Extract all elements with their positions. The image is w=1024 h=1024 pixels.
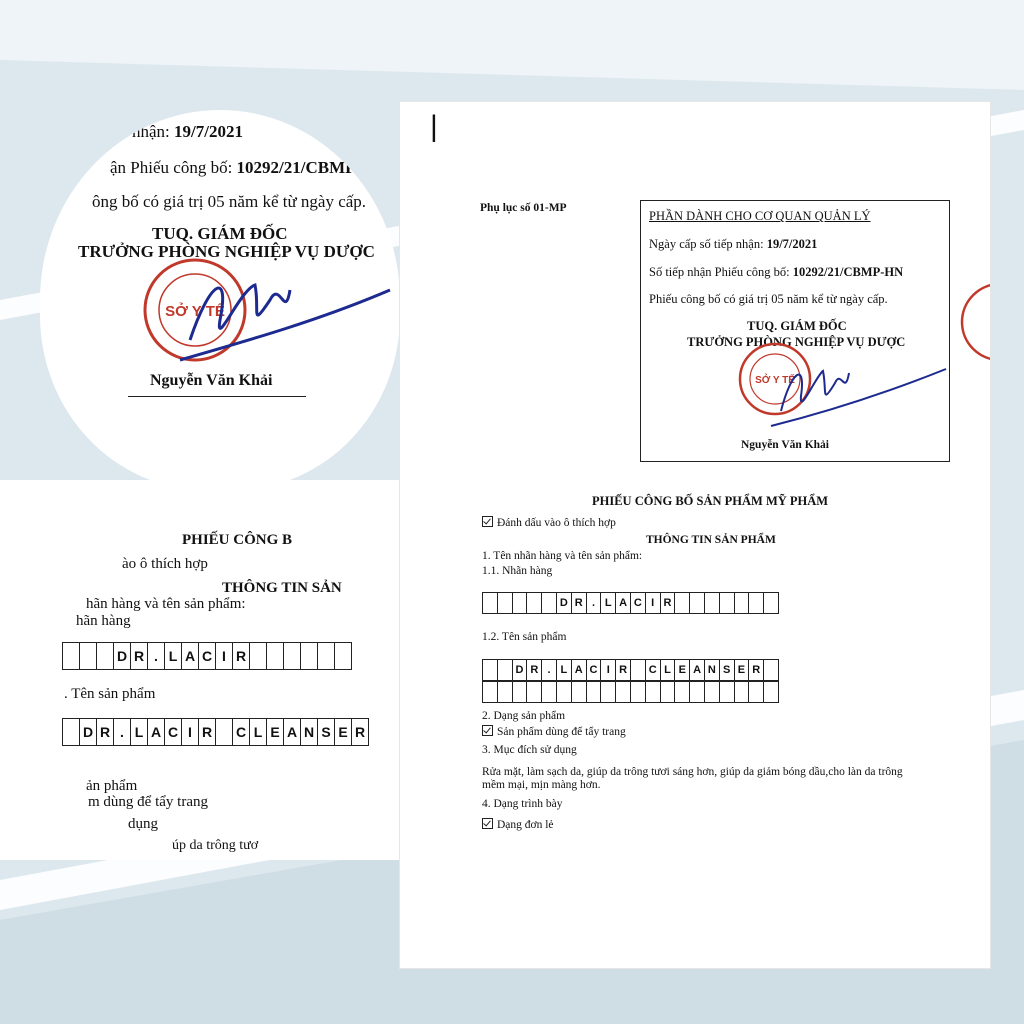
tick-note-checkbox[interactable]	[482, 516, 493, 527]
letter-cell	[267, 642, 284, 670]
zoom-signer: Nguyễn Văn Khải	[150, 372, 273, 389]
letter-cell	[483, 592, 498, 614]
letter-cell	[527, 592, 542, 614]
letter-cell	[483, 681, 498, 703]
presentation-checkbox[interactable]	[482, 818, 493, 829]
product-letter-grid-row2	[482, 681, 779, 703]
letter-cell	[498, 681, 513, 703]
brand-label-fragment: hãn hàng	[76, 613, 131, 629]
zoom-date-value: 19/7/2021	[174, 122, 243, 141]
letter-cell: R	[199, 718, 216, 746]
letter-cell: .	[587, 592, 602, 614]
mgmt-date-value: 19/7/2021	[766, 237, 818, 251]
letter-cell: N	[705, 659, 720, 681]
product-letter-grid	[62, 718, 369, 746]
letter-cell	[675, 592, 690, 614]
letter-cell	[63, 642, 80, 670]
product-type-checkbox[interactable]	[482, 725, 493, 736]
letter-cell: R	[233, 642, 250, 670]
letter-cell	[735, 592, 750, 614]
question-4-item	[482, 818, 554, 831]
letter-cell: E	[675, 659, 690, 681]
letter-cell	[749, 681, 764, 703]
question-3: 3. Mục đích sử dụng	[482, 744, 577, 756]
letter-cell: I	[646, 592, 661, 614]
letter-cell	[301, 642, 318, 670]
letter-cell: S	[720, 659, 735, 681]
letter-cell	[483, 659, 498, 681]
letter-cell: A	[690, 659, 705, 681]
letter-cell	[527, 681, 542, 703]
partial-stamp-icon	[960, 272, 990, 372]
letter-cell: E	[267, 718, 284, 746]
letter-cell: R	[97, 718, 114, 746]
mgmt-director-line1: TUQ. GIÁM ĐỐC	[747, 319, 847, 333]
zoom-signature-icon	[160, 260, 400, 370]
letter-cell: D	[80, 718, 97, 746]
letter-cell	[97, 642, 114, 670]
purpose-text-line1: Rửa mặt, làm sạch da, giúp da trông tươi sáng hơn, giúp da giảm bóng dầu,cho làn da trông	[482, 766, 903, 778]
letter-cell: L	[557, 659, 572, 681]
letter-cell: C	[631, 592, 646, 614]
letter-cell: L	[661, 659, 676, 681]
zoom-director-line2: TRƯỞNG PHÒNG NGHIỆP VỤ DƯỢC	[78, 242, 375, 261]
letter-cell: A	[148, 718, 165, 746]
letter-cell: N	[301, 718, 318, 746]
letter-cell: R	[131, 642, 148, 670]
letter-cell	[318, 642, 335, 670]
letter-cell: R	[527, 659, 542, 681]
purpose-fragment: dụng	[128, 816, 158, 832]
stamp-center-text: SỞ Y TẾ	[755, 375, 795, 386]
letter-cell: C	[199, 642, 216, 670]
mgmt-signer: Nguyễn Văn Khải	[741, 439, 829, 451]
mgmt-title: PHẦN DÀNH CHO CƠ QUAN QUẢN LÝ	[649, 209, 871, 223]
management-box	[640, 200, 950, 462]
letter-cell: R	[661, 592, 676, 614]
zoom-director-line1: TUQ. GIÁM ĐỐC	[152, 224, 288, 243]
letter-cell	[764, 681, 779, 703]
letter-cell: A	[284, 718, 301, 746]
letter-cell	[646, 681, 661, 703]
letter-cell	[63, 718, 80, 746]
letter-cell: I	[182, 718, 199, 746]
type-item-fragment: m dùng để tẩy trang	[88, 794, 208, 810]
letter-cell	[690, 592, 705, 614]
question-4-item-text: Dạng đơn lẻ	[497, 819, 554, 831]
letter-cell	[498, 592, 513, 614]
letter-cell	[749, 592, 764, 614]
letter-cell: .	[114, 718, 131, 746]
bottom-fragment: úp da trông tươ	[172, 838, 259, 853]
section-title: THÔNG TIN SẢN PHẨM	[646, 534, 776, 546]
letter-cell	[80, 642, 97, 670]
magnified-form-fragment	[0, 480, 400, 860]
brand-letter-grid	[482, 592, 779, 614]
letter-cell	[764, 592, 779, 614]
letter-cell: S	[318, 718, 335, 746]
letter-cell: C	[165, 718, 182, 746]
letter-cell	[764, 659, 779, 681]
question-1: 1. Tên nhãn hàng và tên sản phẩm:	[482, 550, 643, 562]
zoom-date-label: nhận:	[132, 122, 175, 141]
brand-question-fragment: hãn hàng và tên sản phẩm:	[86, 596, 246, 612]
letter-cell	[631, 659, 646, 681]
letter-cell: I	[216, 642, 233, 670]
letter-cell: .	[542, 659, 557, 681]
mgmt-validity: Phiếu công bố có giá trị 05 năm kể từ ngày cấp.	[649, 292, 888, 306]
letter-cell: D	[114, 642, 131, 670]
letter-cell	[690, 681, 705, 703]
letter-cell: L	[131, 718, 148, 746]
letter-cell: R	[616, 659, 631, 681]
letter-cell	[513, 592, 528, 614]
letter-cell	[557, 681, 572, 703]
letter-cell: C	[233, 718, 250, 746]
tick-note-text: Đánh dấu vào ô thích hợp	[497, 517, 616, 529]
letter-cell	[498, 659, 513, 681]
mgmt-receipt-value: 10292/21/CBMP-HN	[792, 265, 904, 279]
letter-cell: E	[735, 659, 750, 681]
zoom-signature-rule	[128, 396, 306, 397]
letter-cell	[720, 592, 735, 614]
letter-cell	[513, 681, 528, 703]
form-title: PHIẾU CÔNG BỐ SẢN PHẨM MỸ PHẨM	[592, 494, 829, 508]
letter-cell	[616, 681, 631, 703]
letter-cell: I	[601, 659, 616, 681]
purpose-text-line2: mềm mại, mịn màng hơn.	[482, 779, 601, 791]
zoom-validity: ông bố có giá trị 05 năm kể từ ngày cấp.	[92, 192, 367, 211]
letter-cell	[250, 642, 267, 670]
question-4: 4. Dạng trình bày	[482, 798, 563, 810]
zoom-receipt-value: 10292/21/CBMP-HN	[236, 158, 387, 177]
page-mark: |	[430, 110, 438, 143]
letter-cell	[587, 681, 602, 703]
declaration-document-page	[400, 102, 990, 968]
letter-cell: R	[749, 659, 764, 681]
form-title-fragment: PHIẾU CÔNG B	[182, 532, 293, 548]
letter-cell	[572, 681, 587, 703]
question-1-2: 1.2. Tên sản phẩm	[482, 631, 567, 643]
zoom-date-line	[132, 122, 243, 142]
mgmt-receipt-line	[649, 265, 903, 280]
magnified-stamp-circle	[40, 110, 400, 490]
letter-cell	[631, 681, 646, 703]
question-2-item	[482, 725, 626, 738]
letter-cell	[720, 681, 735, 703]
tick-note	[482, 516, 616, 529]
letter-cell	[542, 592, 557, 614]
zoom-stamp-center-text: SỞ Y TẾ	[165, 303, 225, 320]
letter-cell	[335, 642, 352, 670]
product-letter-grid-row1	[482, 659, 779, 681]
type-fragment: ản phẩm	[86, 778, 138, 794]
letter-cell: A	[616, 592, 631, 614]
mgmt-date-label: Ngày cấp số tiếp nhận:	[649, 237, 767, 251]
question-2-item-text: Sản phẩm dùng để tẩy trang	[497, 726, 626, 738]
letter-cell	[705, 592, 720, 614]
letter-cell: R	[572, 592, 587, 614]
letter-cell: C	[646, 659, 661, 681]
letter-cell: A	[182, 642, 199, 670]
brand-letter-grid	[62, 642, 352, 670]
question-2: 2. Dạng sản phẩm	[482, 710, 566, 722]
zoom-receipt-line	[110, 158, 387, 178]
letter-cell	[661, 681, 676, 703]
appendix-label: Phụ lục số 01-MP	[480, 202, 567, 214]
section-title-fragment: THÔNG TIN SẢN	[222, 580, 342, 596]
mgmt-director-line2: TRƯỞNG PHÒNG NGHIỆP VỤ DƯỢC	[687, 335, 906, 349]
letter-cell: L	[601, 592, 616, 614]
letter-cell	[284, 642, 301, 670]
letter-cell	[542, 681, 557, 703]
tick-note-fragment: ào ô thích hợp	[122, 556, 208, 572]
zoom-receipt-label: ận Phiếu công bố:	[110, 158, 237, 177]
mgmt-date-line	[649, 237, 817, 252]
mgmt-receipt-label: Số tiếp nhận Phiếu công bố:	[649, 265, 793, 279]
letter-cell: C	[587, 659, 602, 681]
letter-cell	[675, 681, 690, 703]
letter-cell: L	[165, 642, 182, 670]
letter-cell: D	[513, 659, 528, 681]
letter-cell	[735, 681, 750, 703]
letter-cell: R	[352, 718, 369, 746]
letter-cell: D	[557, 592, 572, 614]
question-1-1: 1.1. Nhãn hàng	[482, 565, 553, 577]
product-label-fragment: . Tên sản phẩm	[64, 686, 156, 702]
letter-cell: E	[335, 718, 352, 746]
letter-cell	[601, 681, 616, 703]
signature-icon	[761, 351, 951, 431]
letter-cell: L	[250, 718, 267, 746]
letter-cell	[216, 718, 233, 746]
letter-cell: A	[572, 659, 587, 681]
letter-cell: .	[148, 642, 165, 670]
letter-cell	[705, 681, 720, 703]
